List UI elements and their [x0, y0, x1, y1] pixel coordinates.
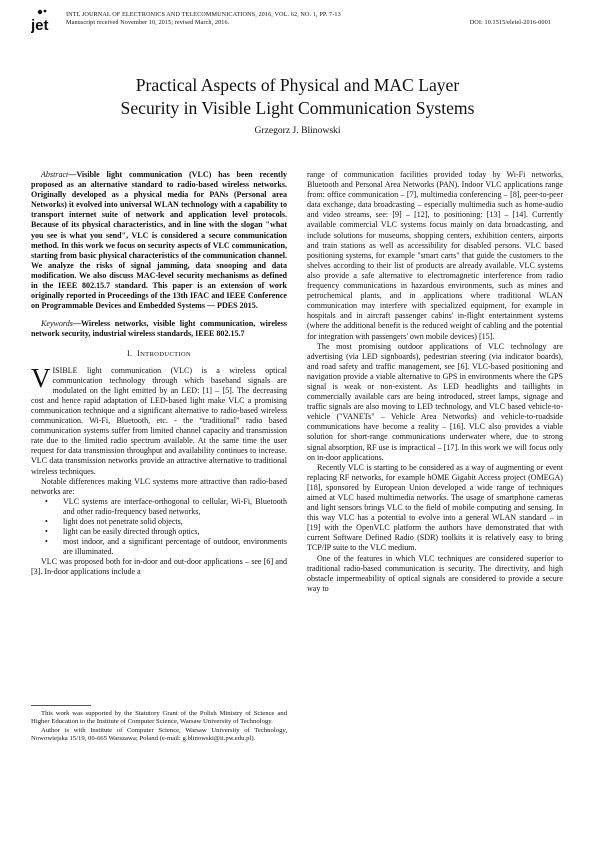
footnote-divider: [31, 705, 91, 706]
keywords-text: —Wireless networks, visible light communication, wireless network security, industrial wireless standards, IEEE 802.15.7: [31, 319, 287, 339]
abstract-text: —Visible light communication (VLC) has been recently proposed as an alternative standard to radio-based wireless networks. Originally developed as a physical media for PANs (Personal area Networks) it evolved into universal WLAN technology with a capability to transport internet suite of network and application level protocols. Because of its physical characteristics, and in line with the slogan "what you see is what you send", VLC is considered a secure communication method. In this work we focus on security aspects of VLC communication, starting from basic physical characteristics of the communication channel. We analyze the risks of signal jamming, data snooping and data modification. We also discuss MAC-level security mechanisms as defined in the IEEE 802.15.7 standard. This paper is an extension of work originally reported in Proceedings of the 13th IFAC and IEEE Conference on Programmable Devices and Embedded Systems — PDES 2015.: [31, 170, 287, 311]
list-item: • VLC systems are interface-orthogonal to cellular, Wi-Fi, Bluetooth and other radio-frequency based networks,: [63, 497, 287, 517]
journal-line: INTL JOURNAL OF ELECTRONICS AND TELECOMMUNICATIONS, 2016, VOL. 62, NO. 1, PP. 7-13: [66, 11, 341, 18]
footnote-affiliation: Author is with Institute of Computer Science, Warsaw University of Technology, Nowowiejska 15/19, 00-665 Warszawa; Poland (e-mail: g.blinowski@ii.pw.edu.pl).: [31, 726, 287, 743]
journal-header: [66, 11, 551, 27]
list-item: • light can be easily directed through optics,: [63, 527, 287, 537]
differences-list: [31, 497, 287, 558]
keywords: [31, 319, 287, 339]
paper-title: [40, 74, 555, 120]
drop-cap: V: [31, 362, 51, 393]
title-line-2: Security in Visible Light Communication Systems: [120, 98, 475, 118]
keywords-label: Keywords: [41, 319, 73, 329]
footnote-funding: This work was supported by the Statutory Grant of the Polish Ministry of Science and Higher Education to the Institute of Computer Science, Warsaw University of Technology.: [31, 710, 287, 726]
intro-paragraph-3: VLC was proposed both for in-door and out-door applications – see [6] and [3]. In-door applications include a: [31, 557, 287, 577]
author-name: Grzegorz J. Blinowski: [254, 125, 341, 136]
footnotes: [31, 710, 287, 744]
right-paragraph-4: One of the features in which VLC techniques are considered superior to traditional radio-based communication is security. The directivity, and high obstacle impermeability of optical signals are considered to provide a secure way to: [307, 553, 563, 593]
section-heading-introduction: I. INTRODUCTION: [126, 348, 192, 358]
left-column: [31, 170, 287, 578]
right-column: [307, 170, 563, 594]
intro-text: light communication (VLC) is a wireless optical communication technology through which baseband signals are modulated on the light emitted by an LED: [1] – [5]. The decreasing cost and hence rapid adaptation of LED-based light make VLC a promising communication technique and a significant alternative to radio-based wireless communication. Wi-Fi, Bluetooth, etc. - the “traditional” radio based communication systems suffer from limited channel capacity and transmission rate due to the limited radio spectrum available. At the same time the user request for data transmission throughput and availability continues to increase. VLC data transmission networks provide an attractive alternative to traditional wireless techniques.: [31, 365, 287, 476]
intro-paragraph-2: Notable differences making VLC systems more attractive than radio-based networks are:: [31, 476, 287, 496]
abstract: [31, 170, 287, 311]
title-line-1: Practical Aspects of Physical and MAC Layer: [135, 75, 460, 95]
list-item: • light does not penetrate solid objects,: [63, 517, 287, 527]
journal-logo: [31, 8, 61, 34]
right-paragraph-3: Recently VLC is starting to be considered as a way of augmenting or event replacing RF networks, for example hOME Gigabit Access project (OMEGA) [18], sponsored by European Union developed a wide range of techniques aimed at VLC based multimedia networks. The usage of smartphone cameras and light sensors brings VLC to the field of mobile computing and sensing. In this way VLC has a potential to evolve into a general WLAN standard – in [19] with the OpenVLC platform the authors have demonstrated that with current Software Defined Radio (SDR) toolkits it is relatively easy to bring TCP/IP suite to the VLC medium.: [307, 462, 563, 553]
doi-line: DOI: 10.1515/eletel-2016-0001: [469, 19, 551, 26]
right-paragraph-1: range of communication facilities provided today by Wi-Fi networks, Bluetooth and Personal Area Networks (PAN). Indoor VLC applications range from: office communication – [7], multimedia conferencing – [8], peer-to-peer data exchange, data broadcasting – especially multimedia such as home-audio and video streams, see: [9] – [12], to positioning: [13] – [14]. Currently available commercial VLC systems focus mainly on data broadcasting, and include solutions for museums, shopping centers, exhibition centers, airports and train stations as well as accessibility for disabled persons. VLC based positioning systems, for example "smart carts" that guide the customers to the shelves according to their list of products are already available. VLC systems also provide a safe alternative to electromagnetic interference from radio frequency communications in hazardous environments, such as mines and petrochemical plants, and in applications where traditional WLAN communication may interfere with specialized equipment, for example in hospitals and in aircraft passenger cabins' in-flight entertainment systems (where the additional benefit is the reduced weight of cabling and the potential for integration with passengers' own mobile devices) [15].: [307, 170, 563, 341]
list-item: • most indoor, and a significant percentage of outdoor, environments are illuminated.: [63, 537, 287, 557]
intro-caps: ISIBLE: [52, 365, 78, 375]
manuscript-line: Manuscript received November 10, 2015; revised March, 2016.: [66, 19, 230, 26]
abstract-label: Abstract: [41, 170, 69, 179]
intro-paragraph-1: [31, 362, 287, 477]
logo-text: jet: [31, 17, 49, 34]
right-paragraph-2: The most promising outdoor applications of VLC technology are advertising (via LED signboards), pedestrian steering (via indicator boards), and road safety and traffic management, see [6]. VLC-based positioning and navigation provide a viable alternative to GPS in environments where the GPS signal is weak or non-existent. As LED headlights and taillights in commercially available cars are being introduced, street lamps, signage and traffic signals are also moving to LED technology, and VLC based vehicle-to-vehicle ("VANETs" – Vehicle Area Networks) and vehicle-to-roadside communications have become a reality – [16]. VLC also provides a viable solution for short-range communications underwater where, due to strong signal absorption, RF use is impractical – [17]. In this work we will focus only on in-door applications.: [307, 341, 563, 462]
